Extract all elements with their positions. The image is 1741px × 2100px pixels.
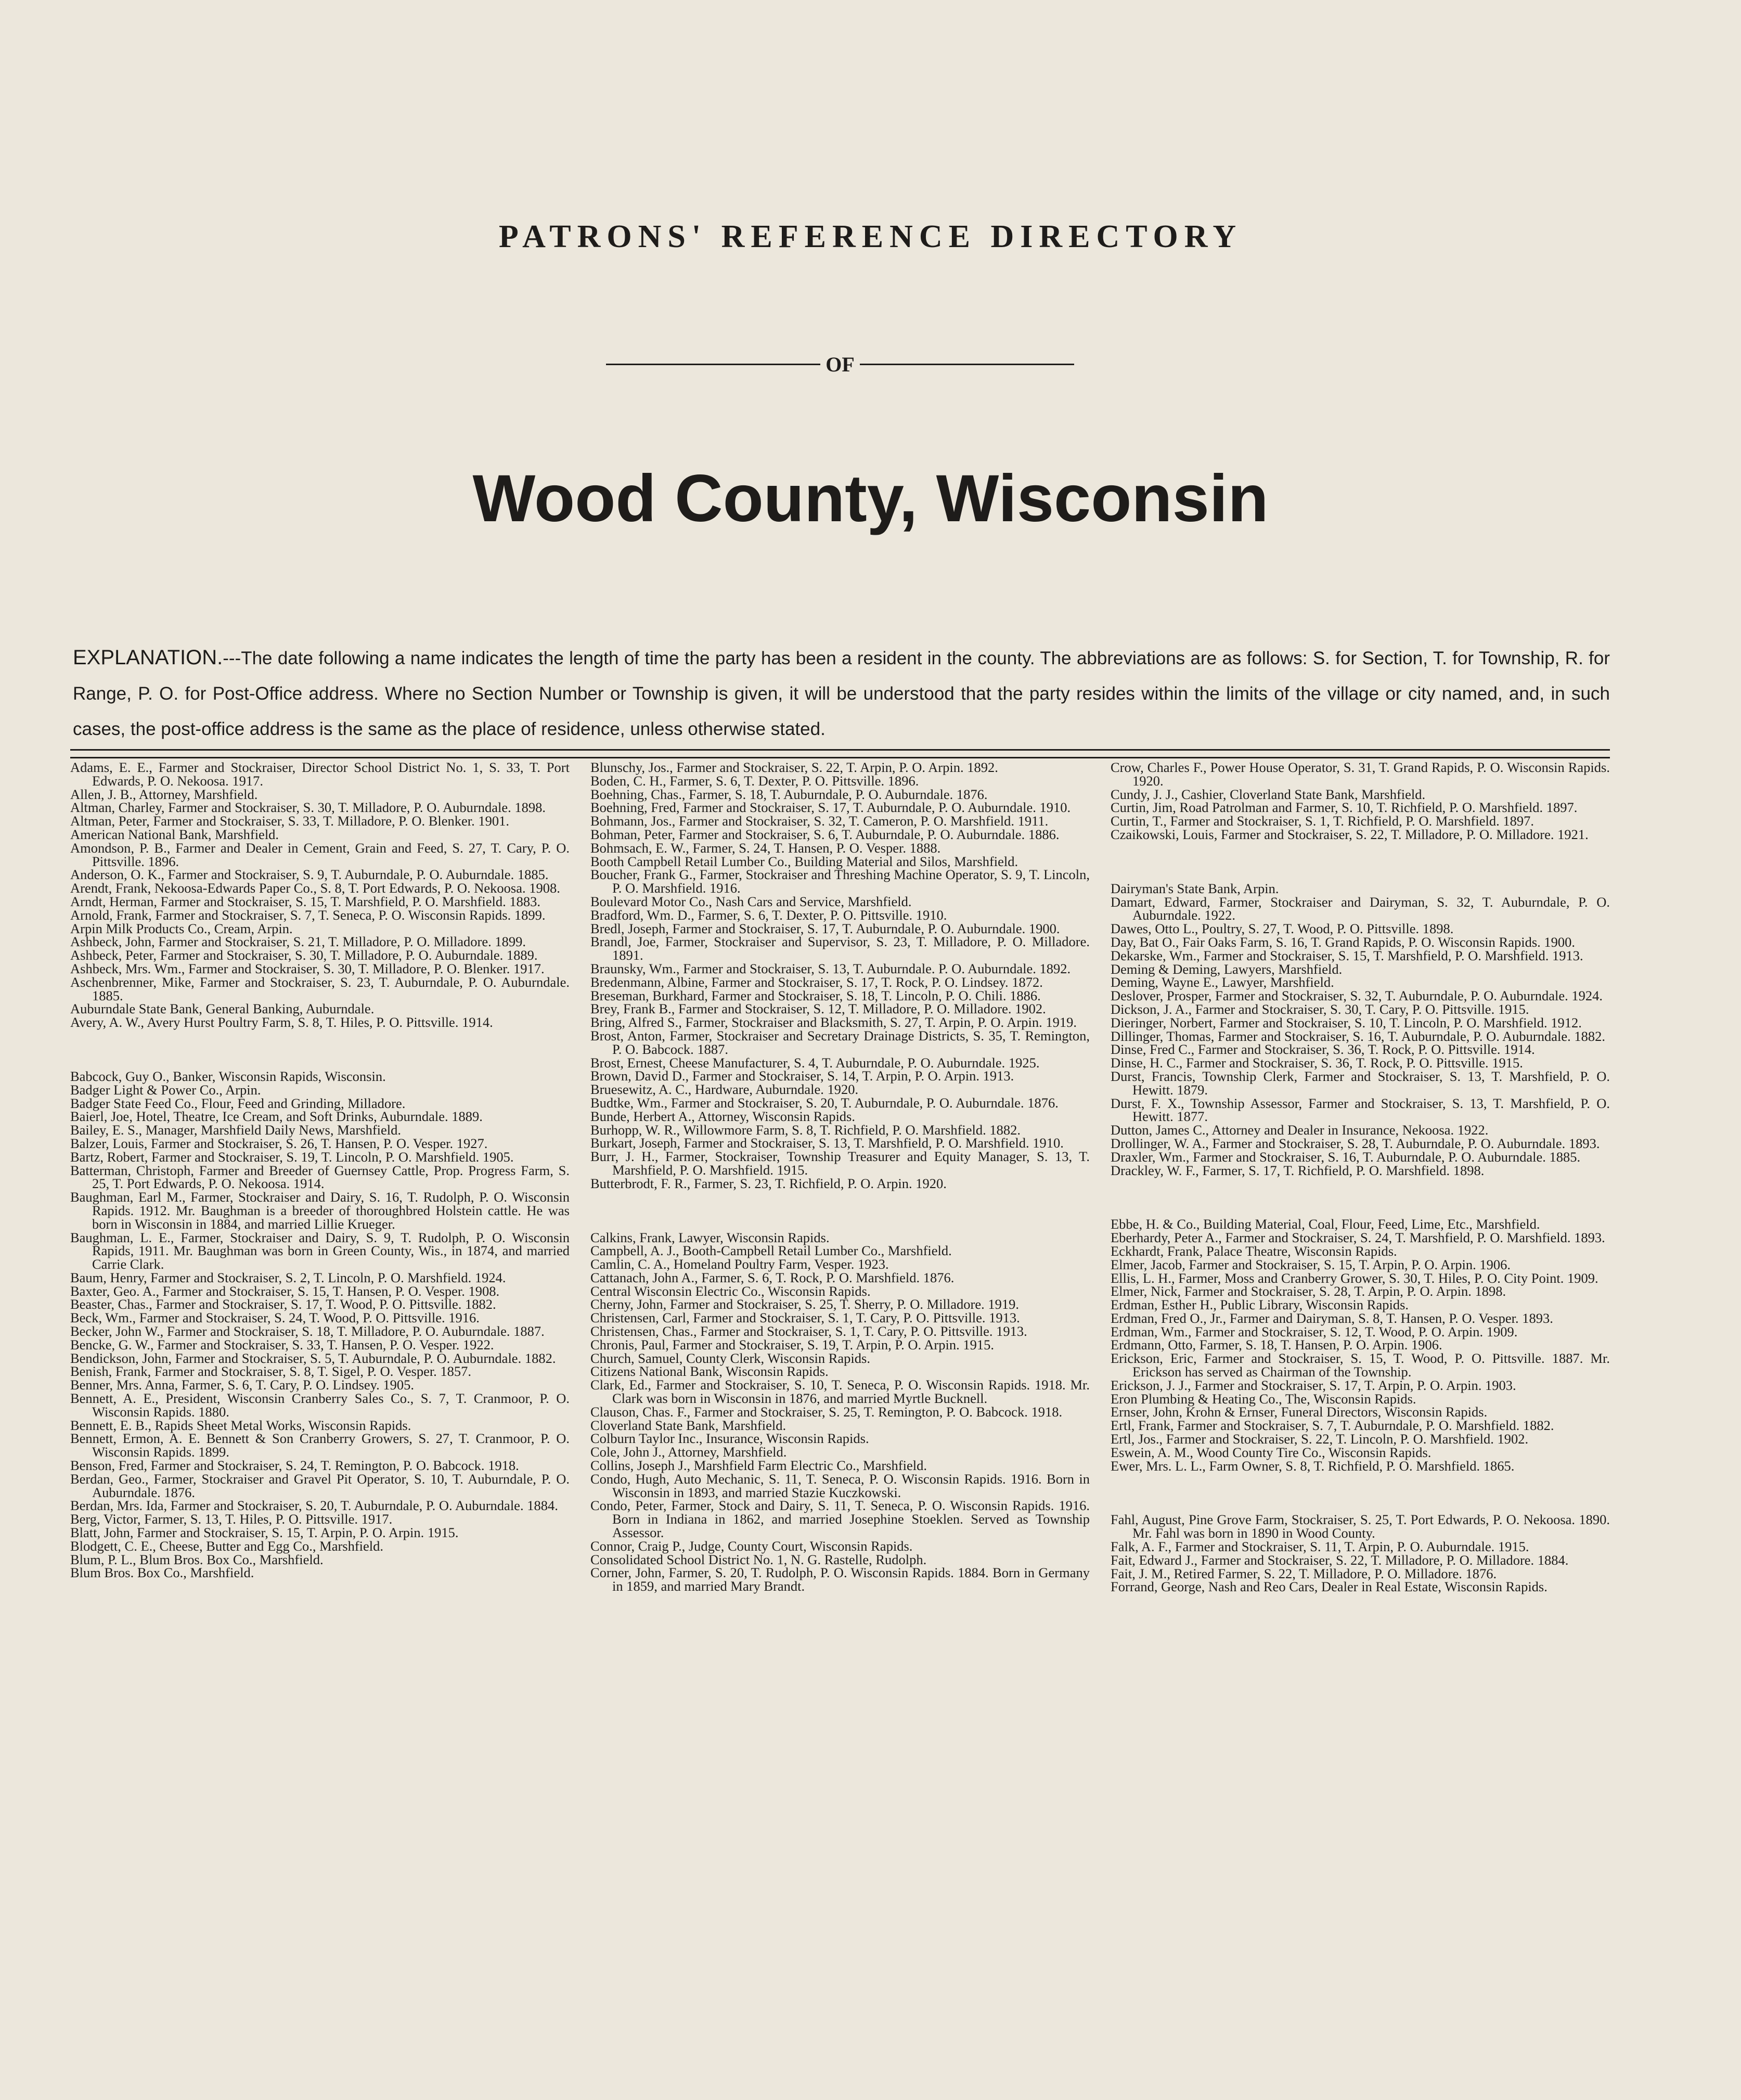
- directory-entry: Blunschy, Jos., Farmer and Stockraiser, S. 22, T. Arpin, P. O. Arpin. 1892.: [590, 761, 998, 775]
- directory-entry: Badger State Feed Co., Flour, Feed and Grinding, Milladore.: [70, 1095, 406, 1111]
- entry-gap: [590, 1204, 1090, 1217]
- directory-entry: Arpin Milk Products Co., Cream, Arpin.: [70, 920, 293, 936]
- directory-entry: Clark, Ed., Farmer and Stockraiser, S. 10, T. Seneca, P. O. Wisconsin Rapids. 1918. Mr. Clark was born in Wisconsin in 1876, and married Myrtle Bucknell.: [590, 1377, 1090, 1407]
- directory-entry: Bradford, Wm. D., Farmer, S. 6, T. Dexter, P. O. Pittsville. 1910.: [590, 907, 947, 923]
- directory-entry: Bohmann, Jos., Farmer and Stockraiser, S. 32, T. Cameron, P. O. Marshfield. 1911.: [590, 813, 1049, 829]
- directory-entry: Erdmann, Otto, Farmer, S. 18, T. Hansen, P. O. Arpin. 1906.: [1111, 1337, 1442, 1353]
- directory-entry: Ewer, Mrs. L. L., Farm Owner, S. 8, T. Richfield, P. O. Marshfield. 1865.: [1111, 1458, 1515, 1474]
- directory-entry: Brey, Frank B., Farmer and Stockraiser, S. 12, T. Milladore, P. O. Milladore. 1902.: [590, 1001, 1046, 1017]
- directory-entry: Eron Plumbing & Heating Co., The, Wisconsin Rapids.: [1111, 1390, 1416, 1407]
- directory-entry: Allen, J. B., Attorney, Marshfield.: [70, 786, 258, 802]
- of-rule-right: [860, 364, 1074, 365]
- directory-entry: Arendt, Frank, Nekoosa-Edwards Paper Co., S. 8, T. Port Edwards, P. O. Nekoosa. 1908.: [70, 880, 560, 896]
- directory-entry: Church, Samuel, County Clerk, Wisconsin Rapids.: [590, 1350, 870, 1366]
- directory-entry: Cundy, J. J., Cashier, Cloverland State Bank, Marshfield.: [1111, 786, 1426, 802]
- directory-entry: Cloverland State Bank, Marshfield.: [590, 1417, 786, 1433]
- directory-entry: Bennett, Ermon, A. E. Bennett & Son Cranberry Growers, S. 27, T. Cranmoor, P. O. Wisconsin Rapids. 1899.: [70, 1431, 570, 1460]
- directory-entry: Batterman, Christoph, Farmer and Breeder of Guernsey Cattle, Prop. Progress Farm, S. 25, T. Port Edwards, P. O. Nekoosa. 1914.: [70, 1162, 570, 1192]
- directory-entry: Corner, John, Farmer, S. 20, T. Rudolph, P. O. Wisconsin Rapids. 1884. Born in Germany in 1859, and married Mary Brandt.: [590, 1565, 1090, 1594]
- directory-entry: Erickson, Eric, Farmer and Stockraiser, S. 15, T. Wood, P. O. Pittsville. 1887. Mr. Erickson has served as Chairman of the Township.: [1111, 1350, 1610, 1380]
- of-label: OF: [826, 352, 855, 376]
- directory-entry: Eberhardy, Peter A., Farmer and Stockraiser, S. 24, T. Marshfield, P. O. Marshfield. 1893.: [1111, 1230, 1605, 1246]
- directory-entry: Berg, Victor, Farmer, S. 13, T. Hiles, P. O. Pittsville. 1917.: [70, 1511, 393, 1527]
- directory-entry: Erdman, Fred O., Jr., Farmer and Dairyman, S. 8, T. Hansen, P. O. Vesper. 1893.: [1111, 1310, 1553, 1326]
- directory-entry: Bruesewitz, A. C., Hardware, Auburndale. 1920.: [590, 1081, 859, 1098]
- directory-entry: Durst, F. X., Township Assessor, Farmer and Stockraiser, S. 13, T. Marshfield, P. O. Hewitt. 1877.: [1111, 1095, 1610, 1125]
- of-rule-left: [606, 364, 820, 365]
- directory-entry: Condo, Hugh, Auto Mechanic, S. 11, T. Seneca, P. O. Wisconsin Rapids. 1916. Born in Wisconsin in 1893, and married Stazie Kuczkowski.: [590, 1471, 1090, 1500]
- directory-entry: Erdman, Esther H., Public Library, Wisconsin Rapids.: [1111, 1297, 1409, 1313]
- directory-entry: Arnold, Frank, Farmer and Stockraiser, S. 7, T. Seneca, P. O. Wisconsin Rapids. 1899.: [70, 907, 546, 923]
- directory-entry: Blum, P. L., Blum Bros. Box Co., Marshfield.: [70, 1551, 324, 1567]
- directory-entry: Bailey, E. S., Manager, Marshfield Daily News, Marshfield.: [70, 1122, 402, 1138]
- entry-gap: [1111, 855, 1610, 868]
- directory-entry: Dieringer, Norbert, Farmer and Stockraiser, S. 10, T. Lincoln, P. O. Marshfield. 1912.: [1111, 1014, 1582, 1030]
- directory-entry: Aschenbrenner, Mike, Farmer and Stockraiser, S. 23, T. Auburndale, P. O. Auburndale. 1885.: [70, 974, 570, 1003]
- directory-entry: Ertl, Jos., Farmer and Stockraiser, S. 22, T. Lincoln, P. O. Marshfield. 1902.: [1111, 1431, 1529, 1447]
- directory-entry: Baxter, Geo. A., Farmer and Stockraiser, S. 15, T. Hansen, P. O. Vesper. 1908.: [70, 1283, 500, 1299]
- directory-entry: Bartz, Robert, Farmer and Stockraiser, S. 19, T. Lincoln, P. O. Marshfield. 1905.: [70, 1149, 514, 1165]
- directory-entry: Condo, Peter, Farmer, Stock and Dairy, S. 11, T. Seneca, P. O. Wisconsin Rapids. 1916. Born in Indiana in 1862, and married Josephine Stoeklen. Served as Township Assessor.: [590, 1498, 1090, 1541]
- directory-entry: Bring, Alfred S., Farmer, Stockraiser and Blacksmith, S. 27, T. Arpin, P. O. Arpin. 1919.: [590, 1014, 1077, 1030]
- directory-entry: Fahl, August, Pine Grove Farm, Stockraiser, S. 25, T. Port Edwards, P. O. Nekoosa. 1890. Mr. Fahl was born in 1890 in Wood County.: [1111, 1512, 1610, 1541]
- directory-entry: Babcock, Guy O., Banker, Wisconsin Rapids, Wisconsin.: [70, 1068, 386, 1084]
- directory-entry: Bredl, Joseph, Farmer and Stockraiser, S. 17, T. Auburndale, P. O. Auburndale. 1900.: [590, 920, 1060, 936]
- directory-entry: Damart, Edward, Farmer, Stockraiser and Dairyman, S. 32, T. Auburndale, P. O. Auburndale. 1922.: [1111, 894, 1610, 923]
- directory-entry: Drackley, W. F., Farmer, S. 17, T. Richfield, P. O. Marshfield. 1898.: [1111, 1162, 1485, 1178]
- directory-entry: Benner, Mrs. Anna, Farmer, S. 6, T. Cary, P. O. Lindsey. 1905.: [70, 1377, 415, 1393]
- directory-entry: Erdman, Wm., Farmer and Stockraiser, S. 12, T. Wood, P. O. Arpin. 1909.: [1111, 1323, 1518, 1339]
- directory-entry: Curtin, T., Farmer and Stockraiser, S. 1, T. Richfield, P. O. Marshfield. 1897.: [1111, 813, 1534, 829]
- entry-gap: [1111, 1487, 1610, 1500]
- directory-column-1: [70, 761, 570, 1973]
- directory-entry: Campbell, A. J., Booth-Campbell Retail Lumber Co., Marshfield.: [590, 1243, 952, 1259]
- directory-columns: [70, 761, 1610, 1973]
- directory-entry: Durst, Francis, Township Clerk, Farmer and Stockraiser, S. 13, T. Marshfield, P. O. Hewitt. 1879.: [1111, 1068, 1610, 1098]
- directory-entry: Dekarske, Wm., Farmer and Stockraiser, S. 15, T. Marshfield, P. O. Marshfield. 1913.: [1111, 947, 1583, 963]
- directory-entry: Citizens National Bank, Wisconsin Rapids.: [590, 1363, 829, 1380]
- directory-entry: Ashbeck, Mrs. Wm., Farmer and Stockraiser, S. 30, T. Milladore, P. O. Blenker. 1917.: [70, 960, 545, 976]
- directory-entry: Day, Bat O., Fair Oaks Farm, S. 16, T. Grand Rapids, P. O. Wisconsin Rapids. 1900.: [1111, 934, 1576, 950]
- directory-column-3: [1111, 761, 1610, 1973]
- directory-entry: Boulevard Motor Co., Nash Cars and Service, Marshfield.: [590, 893, 912, 909]
- directory-entry: Boucher, Frank G., Farmer, Stockraiser and Threshing Machine Operator, S. 9, T. Lincoln, P. O. Marshfield. 1916.: [590, 867, 1090, 896]
- directory-entry: Becker, John W., Farmer and Stockraiser, S. 18, T. Milladore, P. O. Auburndale. 1887.: [70, 1323, 545, 1339]
- directory-entry: Burr, J. H., Farmer, Stockraiser, Township Treasurer and Equity Manager, S. 13, T. Marshfield, P. O. Marshfield. 1915.: [590, 1149, 1090, 1178]
- directory-entry: Erickson, J. J., Farmer and Stockraiser, S. 17, T. Arpin, P. O. Arpin. 1903.: [1111, 1377, 1516, 1393]
- directory-entry: Ernser, John, Krohn & Ernser, Funeral Directors, Wisconsin Rapids.: [1111, 1404, 1488, 1420]
- directory-entry: Dillinger, Thomas, Farmer and Stockraiser, S. 16, T. Auburndale, P. O. Auburndale. 1882.: [1111, 1028, 1606, 1044]
- directory-entry: Bendickson, John, Farmer and Stockraiser, S. 5, T. Auburndale, P. O. Auburndale. 1882.: [70, 1350, 556, 1366]
- directory-entry: Fait, J. M., Retired Farmer, S. 22, T. Milladore, P. O. Milladore. 1876.: [1111, 1565, 1497, 1581]
- entry-gap: [1111, 1191, 1610, 1204]
- directory-entry: Breseman, Burkhard, Farmer and Stockraiser, S. 18, T. Lincoln, P. O. Chili. 1886.: [590, 987, 1041, 1003]
- directory-entry: Anderson, O. K., Farmer and Stockraiser, S. 9, T. Auburndale, P. O. Auburndale. 1885.: [70, 867, 549, 883]
- directory-entry: Ellis, L. H., Farmer, Moss and Cranberry Grower, S. 30, T. Hiles, P. O. City Point. 1909.: [1111, 1270, 1598, 1286]
- directory-entry: Bohmsach, E. W., Farmer, S. 24, T. Hansen, P. O. Vesper. 1888.: [590, 840, 941, 856]
- directory-entry: Bennett, E. B., Rapids Sheet Metal Works, Wisconsin Rapids.: [70, 1417, 411, 1433]
- directory-entry: Brown, David D., Farmer and Stockraiser, S. 14, T. Arpin, P. O. Arpin. 1913.: [590, 1068, 1014, 1084]
- directory-entry: Cole, John J., Attorney, Marshfield.: [590, 1444, 787, 1460]
- directory-entry: Connor, Craig P., Judge, County Court, Wisconsin Rapids.: [590, 1538, 913, 1554]
- directory-entry: Forrand, George, Nash and Reo Cars, Dealer in Real Estate, Wisconsin Rapids.: [1111, 1579, 1547, 1595]
- directory-entry: Curtin, Jim, Road Patrolman and Farmer, S. 10, T. Richfield, P. O. Marshfield. 1897.: [1111, 800, 1578, 816]
- directory-entry: Czaikowski, Louis, Farmer and Stockraiser, S. 22, T. Milladore, P. O. Milladore. 1921.: [1111, 826, 1589, 842]
- directory-entry: Baughman, L. E., Farmer, Stockraiser and Dairy, S. 9, T. Rudolph, P. O. Wisconsin Rapids, 1911. Mr. Baughman was born in Green County, Wis., in 1874, and married Carrie Clark.: [70, 1229, 570, 1272]
- directory-entry: Cherny, John, Farmer and Stockraiser, S. 25, T. Sherry, P. O. Milladore. 1919.: [590, 1296, 1020, 1312]
- directory-entry: Budtke, Wm., Farmer and Stockraiser, S. 20, T. Auburndale, P. O. Auburndale. 1876.: [590, 1094, 1059, 1111]
- directory-entry: Calkins, Frank, Lawyer, Wisconsin Rapids.: [590, 1229, 830, 1245]
- directory-entry: Elmer, Nick, Farmer and Stockraiser, S. 28, T. Arpin, P. O. Arpin. 1898.: [1111, 1283, 1506, 1299]
- directory-entry: Badger Light & Power Co., Arpin.: [70, 1081, 261, 1098]
- directory-entry: Braunsky, Wm., Farmer and Stockraiser, S. 13, T. Auburndale. P. O. Auburndale. 1892.: [590, 960, 1071, 976]
- directory-entry: Eckhardt, Frank, Palace Theatre, Wisconsin Rapids.: [1111, 1243, 1397, 1259]
- page-heading: PATRONS' REFERENCE DIRECTORY: [498, 219, 1243, 254]
- directory-entry: Altman, Charley, Farmer and Stockraiser, S. 30, T. Milladore, P. O. Auburndale. 1898.: [70, 800, 546, 816]
- directory-entry: Arndt, Herman, Farmer and Stockraiser, S. 15, T. Marshfield, P. O. Marshfield. 1883.: [70, 893, 540, 909]
- directory-entry: Dinse, H. C., Farmer and Stockraiser, S. 36, T. Rock, P. O. Pittsville. 1915.: [1111, 1055, 1523, 1071]
- directory-entry: Balzer, Louis, Farmer and Stockraiser, S. 26, T. Hansen, P. O. Vesper. 1927.: [70, 1135, 488, 1151]
- directory-entry: Deming, Wayne E., Lawyer, Marshfield.: [1111, 974, 1334, 990]
- directory-entry: Camlin, C. A., Homeland Poultry Farm, Vesper. 1923.: [590, 1256, 889, 1272]
- directory-entry: Adams, E. E., Farmer and Stockraiser, Director School District No. 1, S. 33, T. Port Edwards, P. O. Nekoosa. 1917.: [70, 761, 570, 789]
- directory-entry: Bunde, Herbert A., Attorney, Wisconsin Rapids.: [590, 1108, 855, 1124]
- section-divider: [70, 749, 1610, 758]
- directory-entry: Blatt, John, Farmer and Stockraiser, S. 15, T. Arpin, P. O. Arpin. 1915.: [70, 1525, 459, 1541]
- directory-entry: Benish, Frank, Farmer and Stockraiser, S. 8, T. Sigel, P. O. Vesper. 1857.: [70, 1363, 472, 1380]
- directory-entry: Christensen, Carl, Farmer and Stockraiser, S. 1, T. Cary, P. O. Pittsville. 1913.: [590, 1310, 1020, 1326]
- directory-entry: Burhopp, W. R., Willowmore Farm, S. 8, T. Richfield, P. O. Marshfield. 1882.: [590, 1122, 1021, 1138]
- county-title: Wood County, Wisconsin: [472, 461, 1269, 536]
- directory-entry: Ebbe, H. & Co., Building Material, Coal, Flour, Feed, Lime, Etc., Marshfield.: [1111, 1216, 1540, 1232]
- directory-entry: Brandl, Joe, Farmer, Stockraiser and Supervisor, S. 23, T. Milladore, P. O. Milladore. 1891.: [590, 934, 1090, 963]
- directory-entry: Baughman, Earl M., Farmer, Stockraiser and Dairy, S. 16, T. Rudolph, P. O. Wisconsin Rapids. 1912. Mr. Baughman is a breeder of thoroughbred Holstein cattle. He was born in Wisconsin in 1884, and married Lillie Krueger.: [70, 1189, 570, 1232]
- directory-entry: Avery, A. W., Avery Hurst Poultry Farm, S. 8, T. Hiles, P. O. Pittsville. 1914.: [70, 1014, 493, 1030]
- directory-entry: Amondson, P. B., Farmer and Dealer in Cement, Grain and Feed, S. 27, T. Cary, P. O. Pittsville. 1896.: [70, 840, 570, 869]
- directory-entry: Falk, A. F., Farmer and Stockraiser, S. 11, T. Arpin, P. O. Auburndale. 1915.: [1111, 1539, 1529, 1555]
- directory-entry: Colburn Taylor Inc., Insurance, Wisconsin Rapids.: [590, 1431, 869, 1447]
- explanation-paragraph: [73, 640, 1610, 747]
- entry-gap: [70, 1043, 570, 1056]
- directory-entry: Baierl, Joe, Hotel, Theatre, Ice Cream, and Soft Drinks, Auburndale. 1889.: [70, 1109, 483, 1125]
- directory-entry: Christensen, Chas., Farmer and Stockraiser, S. 1, T. Cary, P. O. Pittsville. 1913.: [590, 1323, 1027, 1339]
- of-divider: [606, 347, 1074, 381]
- directory-entry: Deslover, Prosper, Farmer and Stockraiser, S. 32, T. Auburndale, P. O. Auburndale. 1924.: [1111, 988, 1603, 1004]
- directory-entry: Booth Campbell Retail Lumber Co., Building Material and Silos, Marshfield.: [590, 853, 1018, 869]
- directory-entry: Chronis, Paul, Farmer and Stockraiser, S. 19, T. Arpin, P. O. Arpin. 1915.: [590, 1336, 994, 1352]
- directory-entry: Collins, Joseph J., Marshfield Farm Electric Co., Marshfield.: [590, 1458, 927, 1474]
- directory-entry: Bencke, G. W., Farmer and Stockraiser, S. 33, T. Hansen, P. O. Vesper. 1922.: [70, 1336, 494, 1352]
- directory-entry: Draxler, Wm., Farmer and Stockraiser, S. 16, T. Auburndale, P. O. Auburndale. 1885.: [1111, 1149, 1581, 1165]
- directory-entry: Beaster, Chas., Farmer and Stockraiser, S. 17, T. Wood, P. O. Pittsville. 1882.: [70, 1296, 496, 1312]
- directory-entry: Altman, Peter, Farmer and Stockraiser, S. 33, T. Milladore, P. O. Blenker. 1901.: [70, 813, 510, 829]
- directory-entry: Auburndale State Bank, General Banking, Auburndale.: [70, 1001, 375, 1017]
- directory-entry: Dawes, Otto L., Poultry, S. 27, T. Wood, P. O. Pittsville. 1898.: [1111, 921, 1454, 937]
- directory-entry: Consolidated School District No. 1, N. G. Rastelle, Rudolph.: [590, 1551, 927, 1567]
- directory-entry: Butterbrodt, F. R., Farmer, S. 23, T. Richfield, P. O. Arpin. 1920.: [590, 1175, 947, 1191]
- directory-entry: Crow, Charles F., Power House Operator, S. 31, T. Grand Rapids, P. O. Wisconsin Rapids. 1920.: [1111, 761, 1610, 789]
- directory-entry: Brost, Ernest, Cheese Manufacturer, S. 4, T. Auburndale, P. O. Auburndale. 1925.: [590, 1054, 1040, 1071]
- directory-entry: Blum Bros. Box Co., Marshfield.: [70, 1565, 254, 1581]
- directory-entry: Boehning, Fred, Farmer and Stockraiser, S. 17, T. Auburndale, P. O. Auburndale. 1910.: [590, 800, 1071, 816]
- directory-entry: Berdan, Mrs. Ida, Farmer and Stockraiser, S. 20, T. Auburndale, P. O. Auburndale. 1884.: [70, 1498, 558, 1514]
- directory-entry: Deming & Deming, Lawyers, Marshfield.: [1111, 961, 1343, 977]
- directory-entry: Blodgett, C. E., Cheese, Butter and Egg Co., Marshfield.: [70, 1538, 384, 1554]
- directory-entry: Boehning, Chas., Farmer, S. 18, T. Auburndale, P. O. Auburndale. 1876.: [590, 786, 988, 802]
- directory-entry: Fait, Edward J., Farmer and Stockraiser, S. 22, T. Milladore, P. O. Milladore. 1884.: [1111, 1552, 1569, 1568]
- directory-entry: Central Wisconsin Electric Co., Wisconsin Rapids.: [590, 1283, 871, 1299]
- directory-entry: Burkart, Joseph, Farmer and Stockraiser, S. 13, T. Marshfield, P. O. Marshfield. 1910.: [590, 1135, 1064, 1151]
- directory-entry: Dickson, J. A., Farmer and Stockraiser, S. 30, T. Cary, P. O. Pittsville. 1915.: [1111, 1001, 1529, 1017]
- directory-entry: Clauson, Chas. F., Farmer and Stockraiser, S. 25, T. Remington, P. O. Babcock. 1918.: [590, 1403, 1063, 1420]
- directory-entry: Dutton, James C., Attorney and Dealer in Insurance, Nekoosa. 1922.: [1111, 1122, 1489, 1138]
- directory-column-2: [590, 761, 1090, 1973]
- directory-entry: Benson, Fred, Farmer and Stockraiser, S. 24, T. Remington, P. O. Babcock. 1918.: [70, 1458, 519, 1474]
- directory-entry: Baum, Henry, Farmer and Stockraiser, S. 2, T. Lincoln, P. O. Marshfield. 1924.: [70, 1269, 506, 1285]
- directory-entry: Bredenmann, Albine, Farmer and Stockraiser, S. 17, T. Rock, P. O. Lindsey. 1872.: [590, 974, 1043, 990]
- directory-entry: Beck, Wm., Farmer and Stockraiser, S. 24, T. Wood, P. O. Pittsville. 1916.: [70, 1310, 480, 1326]
- directory-entry: Eswein, A. M., Wood County Tire Co., Wisconsin Rapids.: [1111, 1444, 1432, 1460]
- directory-entry: Bohman, Peter, Farmer and Stockraiser, S. 6, T. Auburndale, P. O. Auburndale. 1886.: [590, 826, 1060, 842]
- directory-entry: Ertl, Frank, Farmer and Stockraiser, S. 7, T. Auburndale, P. O. Marshfield. 1882.: [1111, 1418, 1554, 1434]
- directory-entry: Cattanach, John A., Farmer, S. 6, T. Rock, P. O. Marshfield. 1876.: [590, 1269, 955, 1285]
- explanation-text: ---The date following a name indicates the length of time the party has been a resident in the county. The abbreviations are as follows: S. for Section, T. for Township, R. for Range, P. O. for Post-Office address. Where no Section Number or Township is given, it will be understood that the party resides within the limits of the village or city named, and, in such cases, the post-office address is the same as the place of residence, unless otherwise stated.: [73, 648, 1610, 739]
- directory-entry: Bennett, A. E., President, Wisconsin Cranberry Sales Co., S. 7, T. Cranmoor, P. O. Wisconsin Rapids. 1880.: [70, 1390, 570, 1420]
- directory-entry: Drollinger, W. A., Farmer and Stockraiser, S. 28, T. Auburndale, P. O. Auburndale. 1893.: [1111, 1135, 1600, 1151]
- directory-entry: Ashbeck, John, Farmer and Stockraiser, S. 21, T. Milladore, P. O. Milladore. 1899.: [70, 934, 526, 950]
- directory-entry: Dinse, Fred C., Farmer and Stockraiser, S. 36, T. Rock, P. O. Pittsville. 1914.: [1111, 1041, 1535, 1058]
- directory-entry: American National Bank, Marshfield.: [70, 826, 279, 842]
- directory-entry: Dairyman's State Bank, Arpin.: [1111, 880, 1279, 896]
- directory-entry: Ashbeck, Peter, Farmer and Stockraiser, S. 30, T. Milladore, P. O. Auburndale. 1889.: [70, 947, 538, 963]
- explanation-lead: EXPLANATION.: [73, 646, 223, 669]
- directory-entry: Brost, Anton, Farmer, Stockraiser and Secretary Drainage Districts, S. 35, T. Remington, P. O. Babcock. 1887.: [590, 1027, 1090, 1057]
- directory-entry: Boden, C. H., Farmer, S. 6, T. Dexter, P. O. Pittsville. 1896.: [590, 772, 919, 789]
- directory-entry: Berdan, Geo., Farmer, Stockraiser and Gravel Pit Operator, S. 10, T. Auburndale, P. O. Auburndale. 1876.: [70, 1471, 570, 1500]
- directory-entry: Elmer, Jacob, Farmer and Stockraiser, S. 15, T. Arpin, P. O. Arpin. 1906.: [1111, 1256, 1511, 1272]
